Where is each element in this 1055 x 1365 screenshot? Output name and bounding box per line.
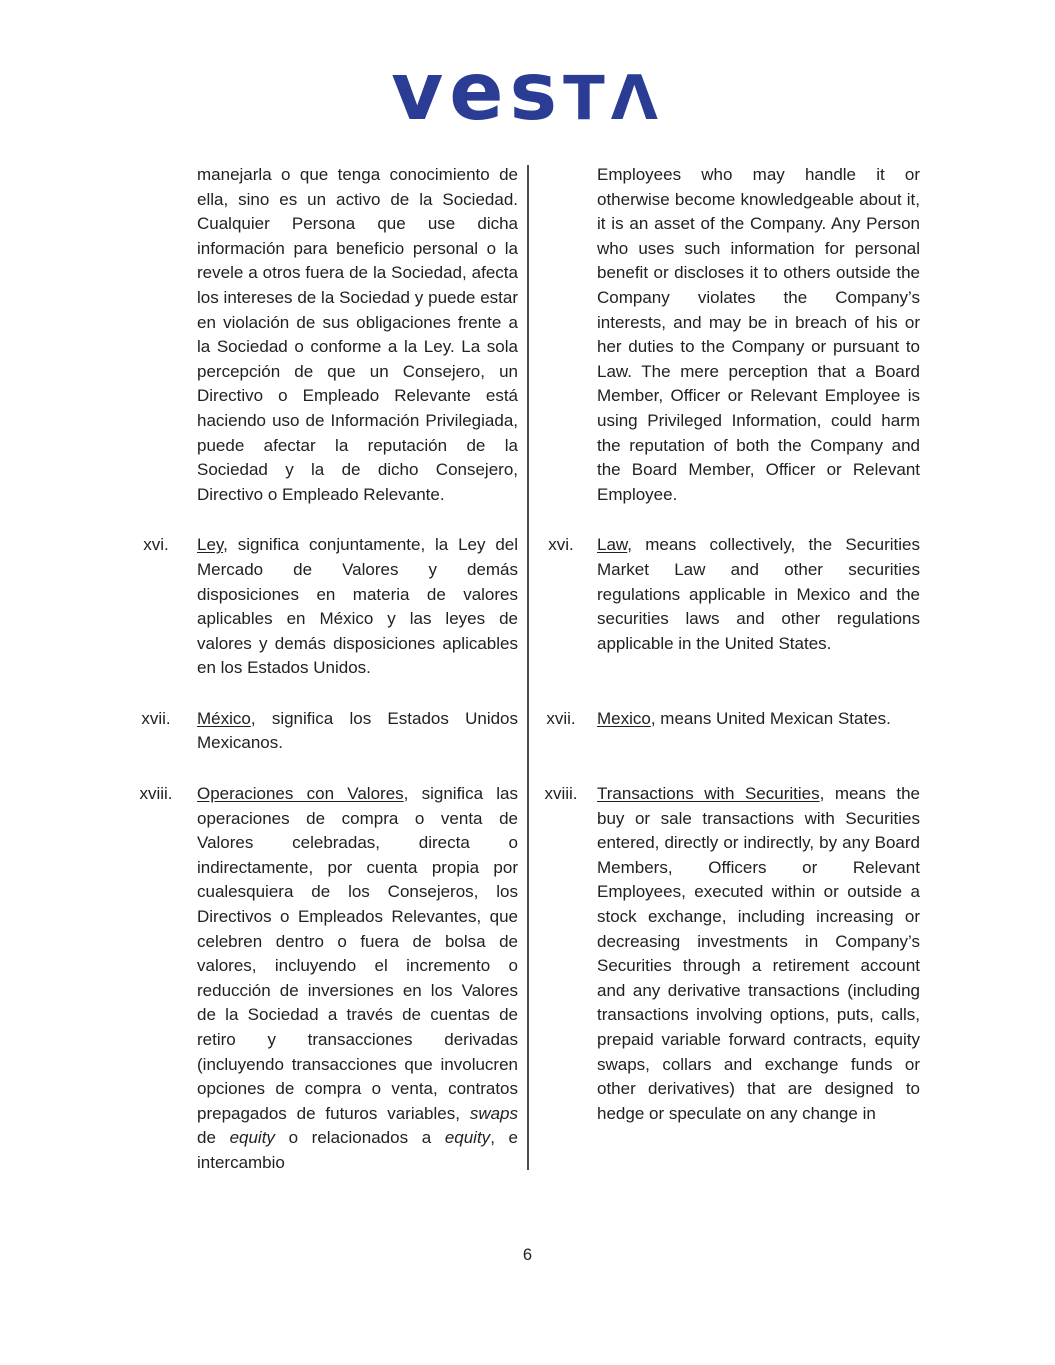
italic-term: swaps [469,1103,518,1123]
definition-row [120,533,920,681]
definition-text-en [597,533,920,656]
definition-text-es [197,782,518,1176]
definition-text-es [197,163,518,507]
item-marker-en: xvi. [548,535,574,555]
page-footer [0,1246,1055,1265]
item-marker-es: xvi. [143,535,169,555]
definition-row [120,782,920,1176]
text-segment: de [197,1128,230,1148]
definition-text-es [197,707,518,756]
underlined-term: Law [597,535,628,555]
definition-row [120,163,920,507]
text-segment: , means United Mexican States. [650,708,891,728]
page-header [0,45,1055,138]
page-number: 6 [522,1246,533,1264]
text-segment: , means the buy or sale transactions with Securities entered, directly or indirectly, by any Board Members, Officers or Relevant Employees, executed within or outside a stock exchange, including increasing or decreasing investments in Company’s Securities through a retirement account and any derivative transactions (including transactions involving options, puts, calls, prepaid variable forward contracts, equity swaps, collars and exchange funds or other derivatives) that are designed to hedge or speculate on any change in [597,784,920,1123]
vesta-logo [391,45,664,138]
text-segment: Employees who may handle it or otherwise become knowledgeable about it, it is an asset of the Company. Any Person who uses such information for personal benefit or discloses it to others outside the Company violates the Company’s interests, and may be in breach of his or her duties to the Company or pursuant to Law. The mere perception that a Board Member, Officer or Relevant Employee is using Privileged Information, could harm the reputation of both the Company and the Board Member, Officer or Relevant Employee. [597,165,920,504]
definition-text-es [197,533,518,681]
item-marker-en: xvii. [546,708,576,728]
text-segment: manejarla o que tenga conocimiento de ella, sino es un activo de la Sociedad. Cualquier Persona que use dicha información para beneficio personal o la revele a otros fuera de la Sociedad, afecta los intereses de la Sociedad y puede estar en violación de sus obligaciones frente a la Sociedad o conforme a la Ley. La sola percepción de que un Consejero, un Directivo o Empleado Relevante está haciendo uso de Información Privilegiada, puede afectar la reputación de la Sociedad y la de dicho Consejero, Directivo o Empleado Relevante. [197,165,518,504]
definition-text-en [597,782,920,1126]
text-segment: , significa los Estados Unidos Mexicanos. [197,708,518,753]
item-marker-es: xviii. [139,784,173,804]
text-segment: , means collectively, the Securities Market Law and other securities regulations applicable in Mexico and the securities laws and other regulations applicable in the United States. [597,535,920,653]
definition-row [120,707,920,756]
vesta-logo-text-a: Λ [610,63,664,134]
italic-term: equity [229,1128,275,1148]
item-marker-es: xvii. [141,708,171,728]
underlined-term: México [197,708,251,728]
definition-rows [120,163,920,1176]
definition-text-en [597,163,920,507]
vesta-logo-text-lower: ves [391,45,564,138]
vesta-logo-text-t: T [563,63,611,134]
item-marker-en: xviii. [544,784,578,804]
underlined-term: Transactions with Securities [597,784,820,804]
text-segment: , e intercambio [197,1128,519,1172]
definition-text-en [597,707,920,732]
underlined-term: Ley [197,535,224,555]
text-segment: o relacionados a [274,1128,445,1148]
underlined-term: Operaciones con Valores [197,784,404,804]
text-segment: , significa las operaciones de compra o venta de Valores celebradas, directa o indirectamente, por cuenta propia por cualesquiera de los Consejeros, los Directivos o Empleados Relevantes, que celebren dentro o fuera de bolsa de valores, incluyendo el incremento o reducción de inversiones en los Valores de la Sociedad a través de cuentas de retiro y transacciones derivadas (incluyendo transacciones que involucren opciones de compra o venta, contratos prepagados de futuros variables, [197,784,518,1123]
text-segment: , significa conjuntamente, la Ley del Mercado de Valores y demás disposiciones en materia de valores aplicables en México y las leyes de valores y demás disposiciones aplicables en los Estados Unidos. [197,535,518,678]
column-divider [527,165,529,1170]
underlined-term: Mexico [597,708,651,728]
italic-term: equity [444,1128,491,1148]
definitions-content [120,163,920,1176]
